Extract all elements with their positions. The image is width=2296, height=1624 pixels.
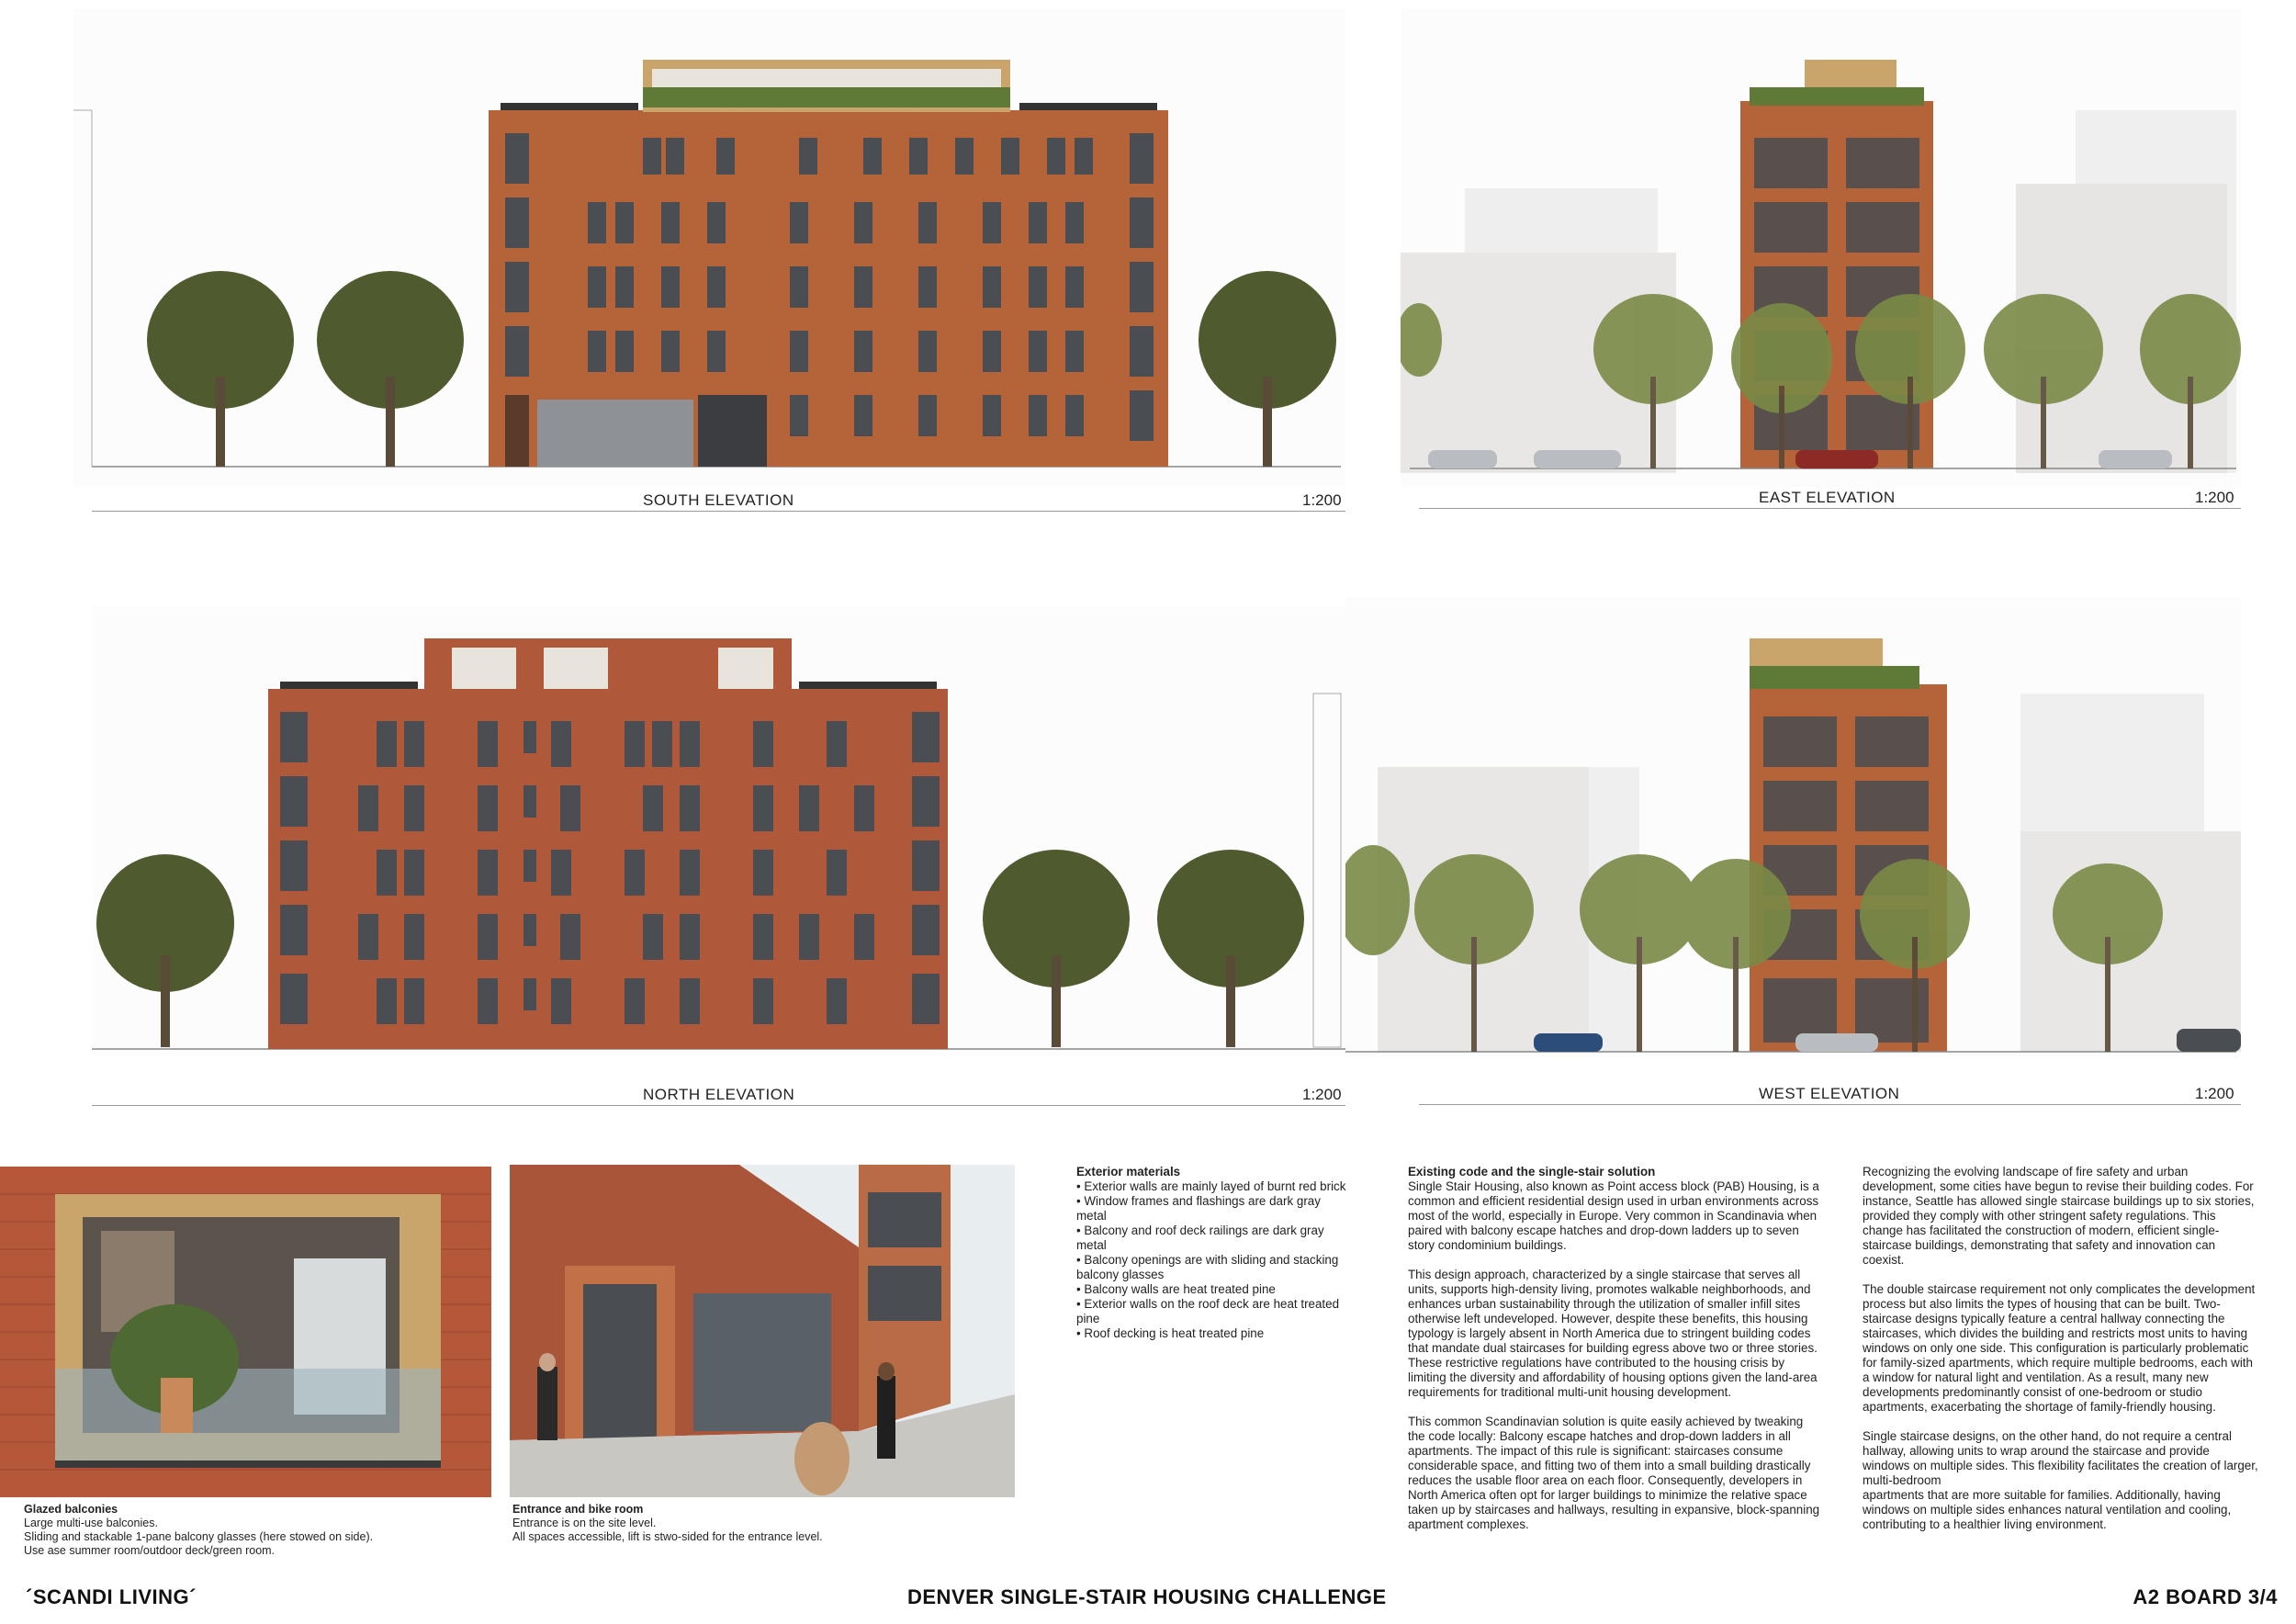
glazed-balcony-render	[0, 1167, 491, 1497]
glazed-balconies-line: Sliding and stackable 1-pane balcony glasses (here stowed on side).	[24, 1530, 374, 1543]
list-item: • Exterior walls on the roof deck are heat treated pine	[1076, 1297, 1340, 1325]
east-elevation-scale: 1:200	[2195, 489, 2234, 506]
exterior-materials-list	[1076, 1179, 1352, 1341]
list-item: • Roof decking is heat treated pine	[1076, 1326, 1265, 1340]
list-item: • Balcony walls are heat treated pine	[1076, 1282, 1276, 1296]
south-elevation-scale: 1:200	[1302, 491, 1342, 509]
west-elevation-scale: 1:200	[2195, 1085, 2234, 1102]
board-number: A2 BOARD 3/4	[2133, 1585, 2278, 1608]
evolving-landscape-section	[1863, 1165, 2259, 1532]
existing-code-paragraph: Single Stair Housing, also known as Point access block (PAB) Housing, is a common and efficient residential design used in urban environments across most of the world, especially in Europe. Very common in Scandinavia when paired with balcony escape hatches and drop-down ladders up to seven story condominium buildings.	[1408, 1179, 1819, 1252]
east-elevation-drawing	[1401, 9, 2241, 487]
glazed-balconies-title: Glazed balconies	[24, 1503, 118, 1516]
east-elevation-title: EAST ELEVATION	[1759, 489, 1896, 506]
east-elevation-rule	[1419, 508, 2241, 509]
glazed-balconies-caption	[24, 1503, 483, 1558]
list-item: • Balcony openings are with sliding and stacking balcony glasses	[1076, 1253, 1339, 1281]
exterior-materials-title: Exterior materials	[1076, 1165, 1181, 1179]
evolving-paragraph-part: apartments that are more suitable for families. Additionally, having windows on multiple sides enhances natural ventilation and cooling, contributing to a healthier living environment.	[1863, 1488, 2232, 1531]
project-name: ´SCANDI LIVING´	[26, 1585, 197, 1608]
evolving-paragraph-part: Single staircase designs, on the other hand, do not require a central hallway, allowing units to wrap around the staircase and provide windows on multiple sides. This flexibility facilitates the creation of larger, multi-bedroom	[1863, 1429, 2258, 1487]
west-elevation-drawing	[1345, 597, 2241, 1056]
exterior-materials-section	[1076, 1165, 1352, 1341]
glazed-balconies-line: Large multi-use balconies.	[24, 1517, 158, 1529]
existing-code-section	[1408, 1165, 1823, 1547]
entrance-line: Entrance is on the site level.	[512, 1517, 657, 1529]
north-elevation-rule	[92, 1105, 1345, 1106]
list-item: • Exterior walls are mainly layed of burnt red brick	[1076, 1179, 1346, 1193]
entrance-title: Entrance and bike room	[512, 1503, 644, 1516]
existing-code-title: Existing code and the single-stair solution	[1408, 1165, 1656, 1179]
existing-code-paragraph: This design approach, characterized by a single staircase that serves all units, supports high-density living, promotes walkable neighborhoods, and enhances urban sustainability through the utilization of smaller infill sites otherwise left undeveloped. However, despite these benefits, this housing typology is largely absent in North America due to stringent building codes that mandate dual staircases for building egress above two or three stories. These restrictive regulations have contributed to the housing crisis by limiting the diversity and affordability of housing options given the land-area requirements for traditional multi-unit housing development.	[1408, 1268, 1818, 1399]
west-elevation-title: WEST ELEVATION	[1759, 1085, 1900, 1102]
list-item: • Balcony and roof deck railings are dark gray metal	[1076, 1224, 1324, 1252]
entrance-caption	[512, 1503, 1008, 1544]
west-elevation-rule	[1419, 1104, 2241, 1105]
evolving-paragraph	[1863, 1429, 2259, 1532]
south-elevation-rule	[92, 511, 1345, 512]
evolving-paragraph: Recognizing the evolving landscape of fire safety and urban development, some cities have begun to revise their building codes. For instance, Seattle has allowed single staircase buildings up to six stories, provided they comply with other stringent safety regulations. This change has facilitated the construction of modern, efficient single-staircase buildings, demonstrating that safety and innovation can coexist.	[1863, 1165, 2255, 1267]
existing-code-paragraph: This common Scandinavian solution is quite easily achieved by tweaking the code locally: Balcony escape hatches and drop-down ladders in all apartments. The impact of this rule is significant: staircases consume considerable space, and fitting two of them into a small building drastically reduces the usable floor area on each floor. Consequently, developers in North America often opt for larger buildings to minimize the relative space taken up by staircases and hallways, resulting in expansive, block-spanning apartment complexes.	[1408, 1415, 1820, 1531]
north-elevation-drawing	[92, 606, 1364, 1056]
north-elevation-title: NORTH ELEVATION	[643, 1086, 795, 1103]
evolving-paragraph: The double staircase requirement not only complicates the development process but also limits the types of housing that can be built. Two-staircase designs typically feature a central hallway connecting the staircases, which divides the building and restricts most units to having windows on only one side. This configuration is particularly problematic for family-sized apartments, which require multiple bedrooms, each with a window for natural light and ventilation. As a result, many new developments predominantly consist of one-bedroom or studio apartments, exacerbating the shortage of family-friendly housing.	[1863, 1282, 2256, 1414]
competition-title: DENVER SINGLE-STAIR HOUSING CHALLENGE	[907, 1585, 1387, 1608]
glazed-balconies-line: Use ase summer room/outdoor deck/green room.	[24, 1544, 276, 1557]
entrance-render	[510, 1165, 1015, 1497]
south-elevation-title: SOUTH ELEVATION	[643, 491, 794, 509]
list-item: • Window frames and flashings are dark gray metal	[1076, 1194, 1321, 1223]
south-elevation-drawing	[73, 9, 1345, 487]
north-elevation-scale: 1:200	[1302, 1086, 1342, 1103]
entrance-line: All spaces accessible, lift is stwo-sided for the entrance level.	[512, 1530, 823, 1543]
